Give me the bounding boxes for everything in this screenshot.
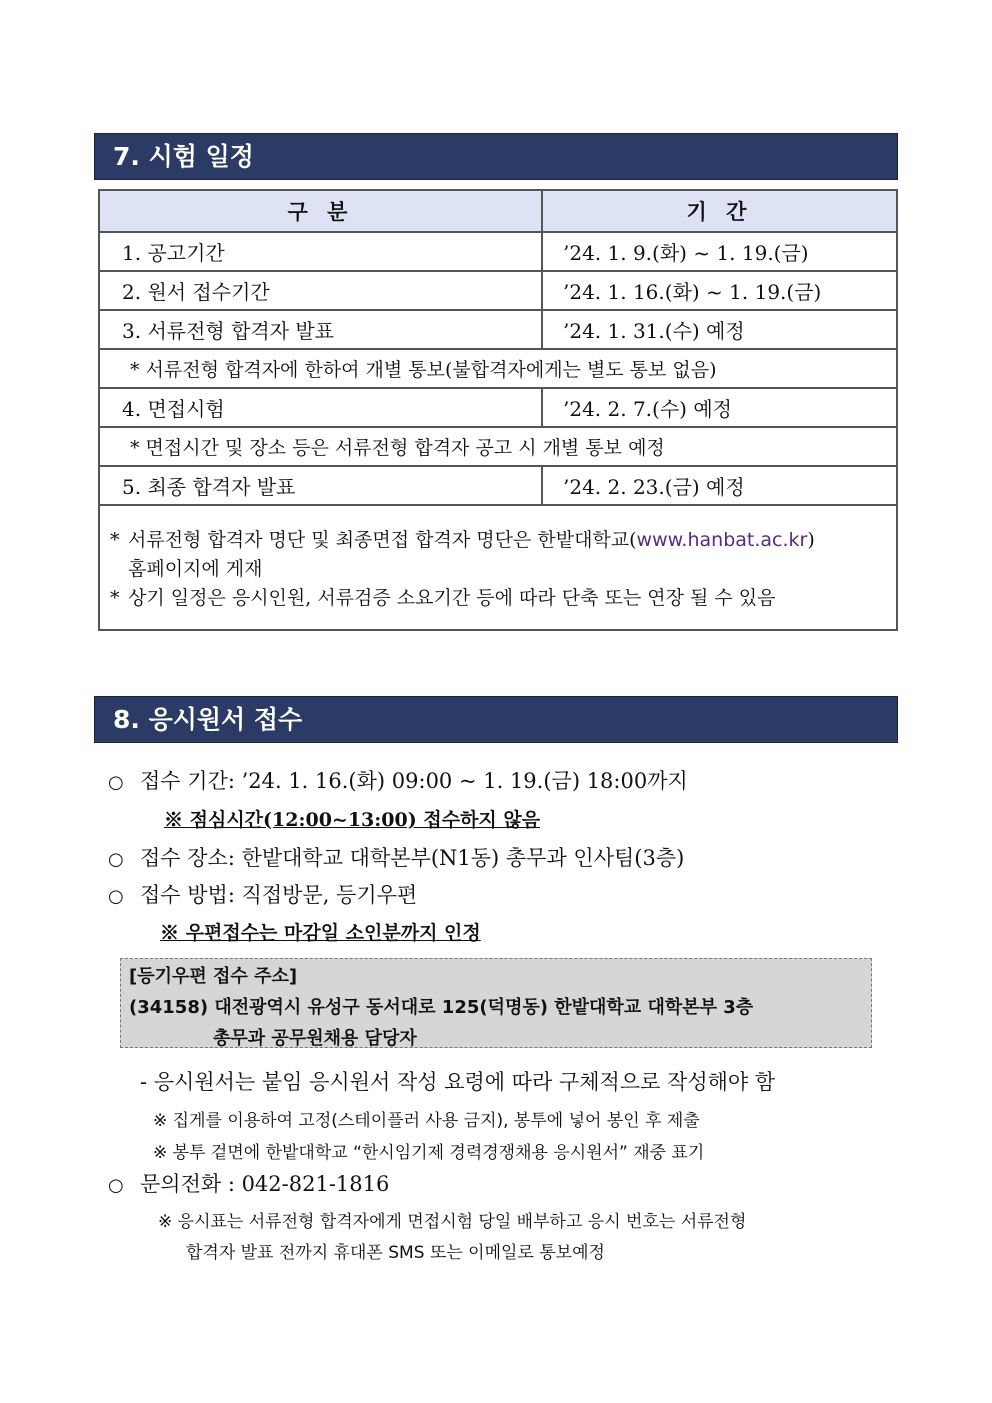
footnote-marker: * <box>110 529 120 551</box>
table-row <box>99 310 897 349</box>
contact-line <box>108 1168 389 1198</box>
form-note: - 응시원서는 붙임 응시원서 작성 요령에 따라 구체적으로 작성해야 함 <box>140 1070 776 1094</box>
table-row <box>99 388 897 427</box>
address-label: [등기우편 접수 주소] <box>129 966 298 987</box>
ticket-note-1: ※ 응시표는 서류전형 합격자에게 면접시험 당일 배부하고 응시 번호는 서류전형 <box>158 1212 747 1232</box>
table-row <box>99 466 897 505</box>
schedule-table <box>98 189 898 631</box>
row-period: ’24. 1. 16.(화) ~ 1. 19.(금) <box>542 271 897 310</box>
address-line-1: (34158) 대전광역시 유성구 동서대로 125(덕명동) 한밭대학교 대학본부 3층 <box>129 997 754 1018</box>
postal-note: ※ 우편접수는 마감일 소인분까지 인정 <box>160 922 481 944</box>
website-link[interactable]: www.hanbat.ac.kr <box>636 529 808 551</box>
sub-note-1: ※ 집게를 이용하여 고정(스테이플러 사용 금지), 봉투에 넣어 봉인 후 제출 <box>153 1111 700 1131</box>
section-8-header <box>94 696 898 743</box>
header-period: 기 간 <box>542 190 897 232</box>
row-period: ’24. 1. 31.(수) 예정 <box>542 310 897 349</box>
circle-bullet-icon: ○ <box>108 772 124 793</box>
row-item: 4. 면접시험 <box>99 388 542 427</box>
circle-bullet-icon: ○ <box>108 1175 124 1196</box>
table-note-row <box>99 349 897 388</box>
table-footnote-row <box>99 505 897 630</box>
ticket-note-2: 합격자 발표 전까지 휴대폰 SMS 또는 이메일로 통보예정 <box>186 1243 605 1263</box>
footnote-cell <box>99 505 897 630</box>
row-item: 5. 최종 합격자 발표 <box>99 466 542 505</box>
row-note: * 서류전형 합격자에 한하여 개별 통보(불합격자에게는 별도 통보 없음) <box>99 349 897 388</box>
section-8-title: 8. 응시원서 접수 <box>113 705 303 734</box>
table-header-row <box>99 190 897 232</box>
footnote-2 <box>110 584 888 613</box>
row-item: 2. 원서 접수기간 <box>99 271 542 310</box>
place-line <box>108 842 684 872</box>
footnote-1-cont: 홈페이지에 게재 <box>128 558 263 580</box>
row-period: ’24. 1. 9.(화) ~ 1. 19.(금) <box>542 232 897 271</box>
row-period: ’24. 2. 23.(금) 예정 <box>542 466 897 505</box>
period-text: 접수 기간: ’24. 1. 16.(화) 09:00 ~ 1. 19.(금) 18:00까지 <box>140 769 688 793</box>
method-text: 접수 방법: 직접방문, 등기우편 <box>140 883 418 907</box>
row-item: 1. 공고기간 <box>99 232 542 271</box>
footnote-1-text: 서류전형 합격자 명단 및 최종면접 합격자 명단은 한밭대학교( <box>128 529 637 551</box>
place-text: 접수 장소: 한밭대학교 대학본부(N1동) 총무과 인사팀(3층) <box>140 846 685 870</box>
period-line <box>108 765 688 795</box>
footnote-2-text: 상기 일정은 응시인원, 서류검증 소요기간 등에 따라 단축 또는 연장 될 수 있음 <box>128 587 776 609</box>
table-row <box>99 232 897 271</box>
table-row <box>99 271 897 310</box>
contact-text: 문의전화 : 042-821-1816 <box>140 1172 390 1196</box>
postal-address-box <box>120 958 872 1048</box>
row-item: 3. 서류전형 합격자 발표 <box>99 310 542 349</box>
table-note-row <box>99 427 897 466</box>
footnote-marker: * <box>110 587 120 609</box>
sub-note-2: ※ 봉투 겉면에 한밭대학교 “한시임기제 경력경쟁채용 응시원서” 재중 표기 <box>153 1143 705 1163</box>
footnote-1-close: ) <box>807 529 815 551</box>
section-7-title: 7. 시험 일정 <box>113 142 254 171</box>
header-category: 구 분 <box>99 190 542 232</box>
circle-bullet-icon: ○ <box>108 886 124 907</box>
row-period: ’24. 2. 7.(수) 예정 <box>542 388 897 427</box>
row-note: * 면접시간 및 장소 등은 서류전형 합격자 공고 시 개별 통보 예정 <box>99 427 897 466</box>
circle-bullet-icon: ○ <box>108 849 124 870</box>
section-7-header <box>94 133 898 180</box>
footnote-1 <box>110 526 888 584</box>
method-line <box>108 879 417 909</box>
address-line-2: 총무과 공무원채용 담당자 <box>213 1028 417 1049</box>
lunch-note: ※ 점심시간(12:00~13:00) 접수하지 않음 <box>164 809 541 831</box>
